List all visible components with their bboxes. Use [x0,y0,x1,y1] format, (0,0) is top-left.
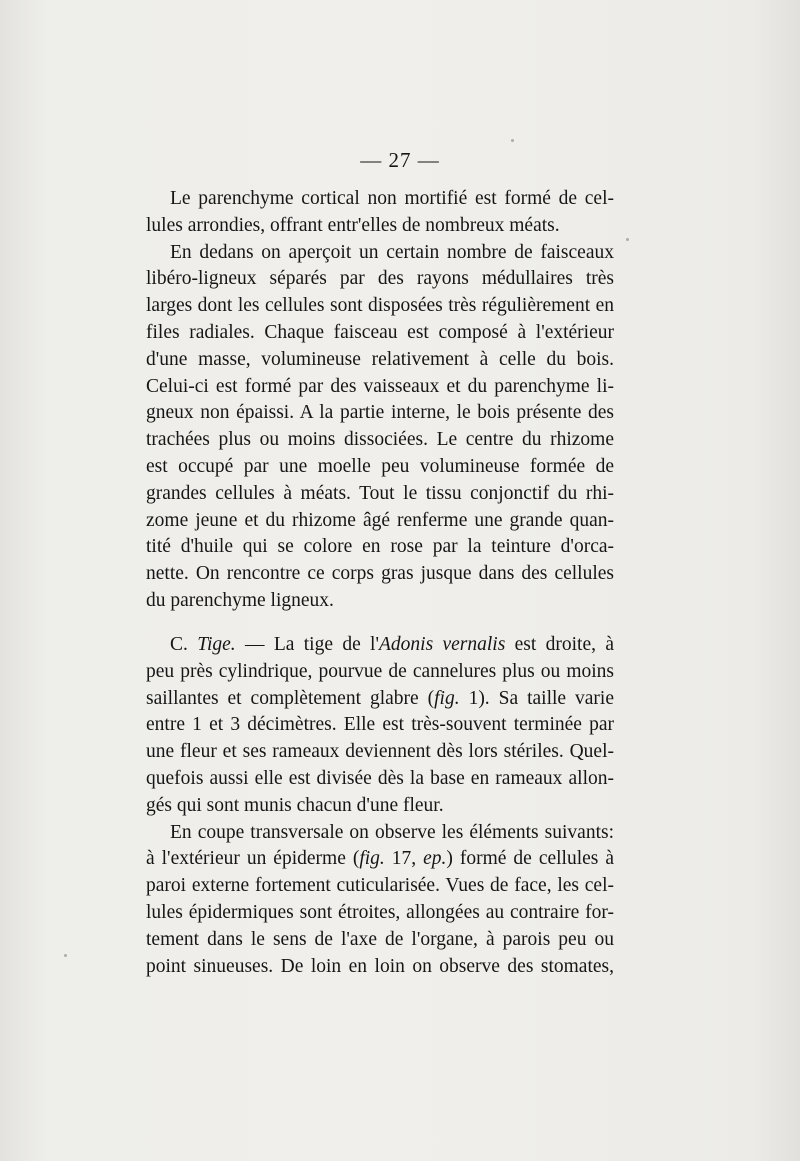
text-line: paroi externe fortement cuticularisée. Vues de face, les cel- [146,875,614,897]
text-line: trachées plus ou moins dissociées. Le centre du rhizome [146,429,614,451]
text-line: tement dans le sens de l'axe de l'organe, à parois peu ou [146,928,614,950]
paragraph-cortical-parenchyme [146,186,614,240]
text-fragment: est droite, à [505,634,614,655]
text-line: Le parenchyme cortical non mortifié est formé de cel- [170,188,614,209]
text-line: d'une masse, volumineuse relativement à celle du bois. [146,348,614,370]
text-fragment: — La tige de l' [235,634,379,655]
text-line: larges dont les cellules sont disposées très régulièrement en [146,295,614,317]
figure-label: ep. [423,848,447,870]
text-line: lules arrondies, offrant entr'elles de nombreux méats. [146,214,560,236]
text-line: du parenchyme ligneux. [146,589,334,611]
text-line: grandes cellules à méats. Tout le tissu conjonctif du rhi- [146,482,614,504]
text-line: files radiales. Chaque faisceau est composé à l'extérieur [146,321,614,343]
text-fragment: 1). Sa taille varie [459,687,614,709]
paper-speck [626,238,629,241]
figure-reference: fig. [434,687,460,709]
text-line: gneux non épaissi. A la partie interne, le bois présente des [146,402,614,424]
figure-reference: fig. [359,848,385,870]
text-line: entre 1 et 3 décimètres. Elle est très-souvent terminée par [146,714,614,736]
paper-speck [64,954,67,957]
text-line: est occupé par une moelle peu volumineuse formée de [146,455,614,477]
text-line: point sinueuses. De loin en loin on observe des stomates, [146,955,614,977]
text-line: libéro-ligneux séparés par des rayons médullaires très [146,268,614,290]
text-fragment: saillantes et complètement glabre ( [146,687,435,709]
text-line: tité d'huile qui se colore en rose par la teinture d'orca- [146,536,614,558]
text-line [146,686,614,713]
paragraph-fibrovascular-bundles [146,240,614,615]
text-line: quefois aussi elle est divisée dès la base en rameaux allon- [146,767,614,789]
species-name: Adonis vernalis [378,634,506,655]
text-line: En dedans on aperçoit un certain nombre de faisceaux [170,241,614,263]
page-number: — 27 — [360,148,440,172]
text-line: peu près cylindrique, pourvue de cannelures plus ou moins [146,660,614,682]
text-block-lower [146,632,614,980]
text-line: zome jeune et du rhizome âgé renferme une grande quan- [146,509,614,531]
paper-speck [511,139,514,142]
text-block-upper [146,186,614,615]
paragraph-stem-description [146,632,614,820]
text-line: nette. On rencontre ce corps gras jusque dans des cellules [146,563,614,585]
text-line: Celui-ci est formé par des vaisseaux et du parenchyme li- [146,375,614,397]
text-line: une fleur et ses rameaux deviennent dès lors stériles. Quel- [146,741,614,763]
section-heading: Tige. [197,634,236,655]
text-line [146,632,614,659]
section-letter: C. [170,634,198,655]
paragraph-cross-section [146,820,614,981]
text-fragment: ) formé de cellules à [446,848,614,870]
text-line [146,846,614,873]
text-line: En coupe transversale on observe les éléments suivants: [170,821,614,843]
text-fragment: 17, [384,848,424,870]
text-line: lules épidermiques sont étroites, allongées au contraire for- [146,901,614,923]
text-line: gés qui sont munis chacun d'une fleur. [146,794,444,816]
text-fragment: à l'extérieur un épiderme ( [146,848,360,870]
